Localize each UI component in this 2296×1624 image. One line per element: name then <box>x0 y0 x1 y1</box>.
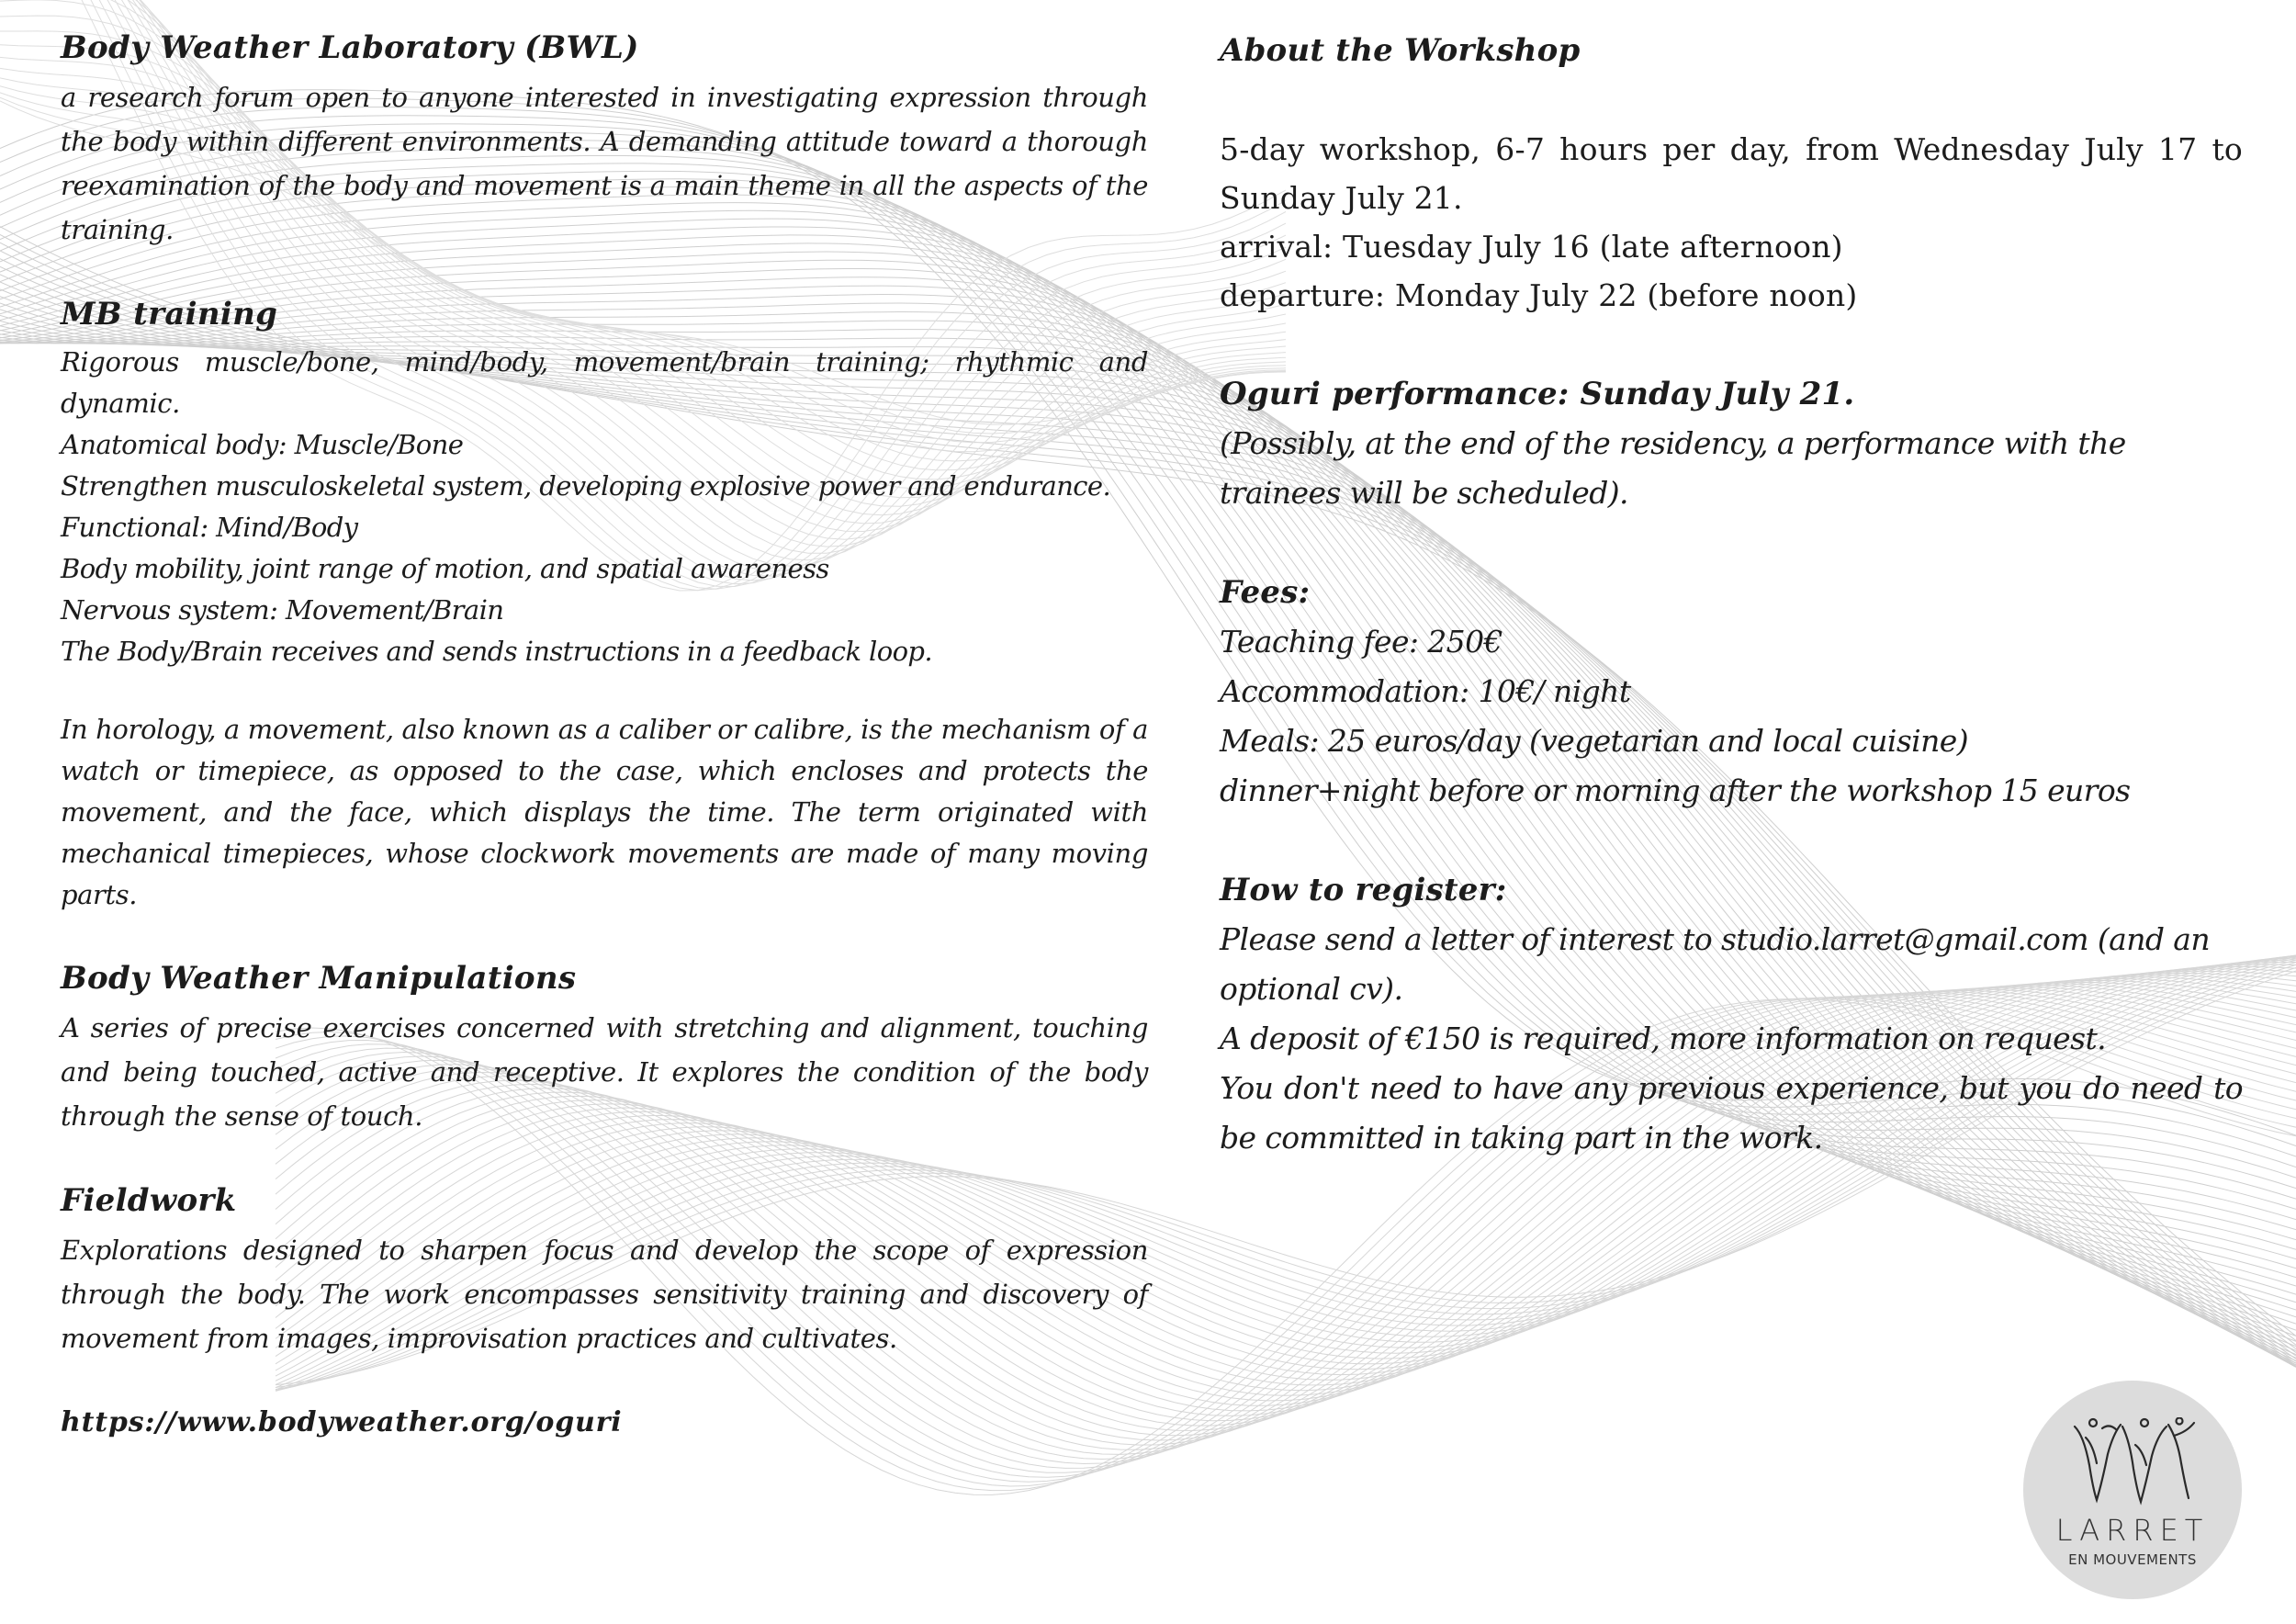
mb-line: Nervous system: Movement/Brain <box>61 594 504 626</box>
bwl-heading: Body Weather Laboratory (BWL) <box>61 29 639 66</box>
bwl-text: a research forum open to anyone interested in investigating expression through the body within different environments. A demanding attitude toward a thorough reexamination of the body and movement is a main theme in all the aspects of the training. <box>61 82 1148 245</box>
mb-line: Body mobility, joint range of motion, and spatial awareness <box>61 553 829 584</box>
larret-logo <box>2023 1381 2242 1599</box>
bodyweather-link[interactable]: https://www.bodyweather.org/oguri <box>61 1406 623 1438</box>
manipulations-text: A series of precise exercises concerned with stretching and alignment, touching and being touched, active and receptive. It explores the condition of the body through the sense of touch. <box>61 1012 1148 1132</box>
mb-training-lines <box>61 424 1148 672</box>
performance-heading: Oguri performance: Sunday July 21. <box>1220 376 1855 412</box>
bwl-section <box>61 26 1148 252</box>
register-deposit: A deposit of €150 is required, more information on request. <box>1220 1021 2106 1056</box>
logo-name: LARRET <box>2055 1513 2210 1548</box>
performance-note: (Possibly, at the end of the residency, a performance with the trainees will be scheduled). <box>1220 425 2126 511</box>
fieldwork-text: Explorations designed to sharpen focus and develop the scope of expression through the body. The work encompasses sensitivity training and discovery of movement from images, improvisation practices and cultivates. <box>61 1235 1148 1354</box>
mb-line: Functional: Mind/Body <box>61 512 358 543</box>
mb-line: Strengthen musculoskeletal system, developing explosive power and endurance. <box>61 470 1111 502</box>
mb-training-intro: Rigorous muscle/bone, mind/body, movement/brain training; rhythmic and dynamic. <box>61 346 1148 419</box>
fee-item: Accommodation: 10€/ night <box>1220 673 1631 709</box>
mb-training-section <box>61 292 1148 672</box>
register-letter: Please send a letter of interest to studio.larret@gmail.com (and an optional cv). <box>1220 921 2211 1007</box>
arrival-text: arrival: Tuesday July 16 (late afternoon) <box>1220 229 1843 265</box>
about-heading: About the Workshop <box>1220 32 1581 69</box>
manipulations-section <box>61 956 1148 1138</box>
fee-item: Meals: 25 euros/day (vegetarian and local cuisine) <box>1220 723 1968 759</box>
mb-line: The Body/Brain receives and sends instructions in a feedback loop. <box>61 636 933 667</box>
mb-training-heading: MB training <box>61 296 278 333</box>
horology-section <box>61 709 1148 916</box>
fees-heading: Fees: <box>1220 574 1311 611</box>
fee-item: Teaching fee: 250€ <box>1220 624 1503 660</box>
left-column <box>61 26 1148 1445</box>
dancers-icon <box>2065 1417 2200 1506</box>
register-experience: You don't need to have any previous experience, but you do need to be committed in taking part in the work. <box>1220 1070 2243 1156</box>
schedule-text: 5-day workshop, 6-7 hours per day, from Wednesday July 17 to Sunday July 21. <box>1220 131 2243 216</box>
register-heading: How to register: <box>1220 872 1507 908</box>
right-column <box>1220 26 2243 1163</box>
mb-line: Anatomical body: Muscle/Bone <box>61 429 464 460</box>
manipulations-heading: Body Weather Manipulations <box>61 960 577 997</box>
fieldwork-heading: Fieldwork <box>61 1182 237 1219</box>
fieldwork-section <box>61 1179 1148 1360</box>
logo-tagline: EN MOUVEMENTS <box>2068 1551 2197 1568</box>
horology-text: In horology, a movement, also known as a caliber or calibre, is the mechanism of a watch or timepiece, as opposed to the case, which encloses and protects the movement, and the face, which displays the time. The term originated with mechanical timepieces, whose clockwork movements are made of many moving parts. <box>61 714 1148 910</box>
departure-text: departure: Monday July 22 (before noon) <box>1220 277 1858 313</box>
fee-item: dinner+night before or morning after the workshop 15 euros <box>1220 773 2131 808</box>
